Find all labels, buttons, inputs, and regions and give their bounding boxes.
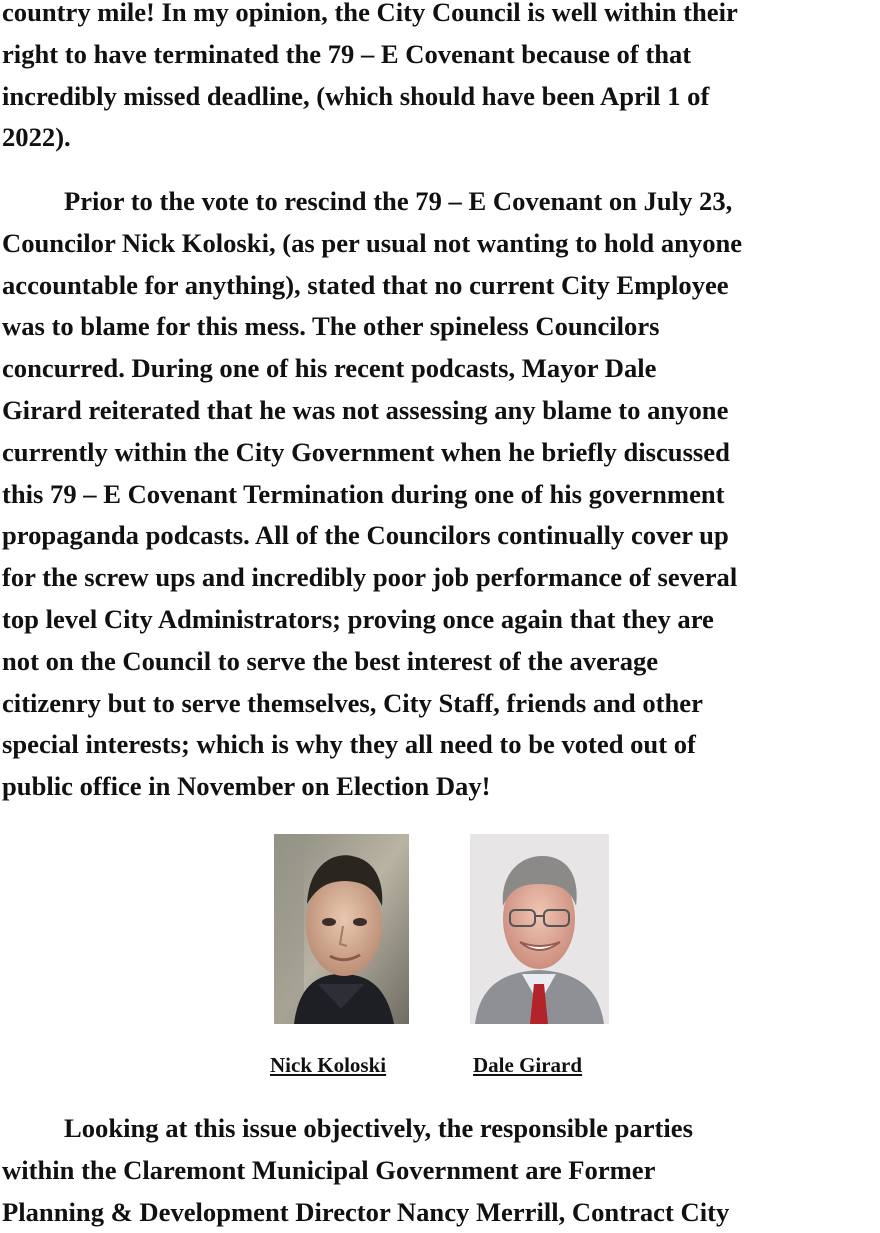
paragraph-1 bbox=[2, 0, 880, 159]
text-line: propaganda podcasts. All of the Councilors continually cover up bbox=[2, 520, 729, 551]
text-line: this 79 – E Covenant Termination during one of his government bbox=[2, 478, 725, 509]
paragraph-3 bbox=[2, 1108, 880, 1233]
photo-caption: Nick Koloski bbox=[270, 1053, 387, 1077]
text-line: was to blame for this mess. The other spineless Councilors bbox=[2, 311, 660, 342]
text-line: within the Claremont Municipal Government are Former bbox=[2, 1154, 656, 1185]
text-line: for the screw ups and incredibly poor job performance of several bbox=[2, 562, 738, 593]
text-line: Councilor Nick Koloski, (as per usual not wanting to hold anyone bbox=[2, 227, 743, 258]
text-line: 2022). bbox=[2, 122, 71, 153]
text-line: accountable for anything), stated that no current City Employee bbox=[2, 269, 729, 300]
text-line: Prior to the vote to rescind the 79 – E Covenant on July 23, bbox=[64, 186, 733, 216]
text-line: special interests; which is why they all need to be voted out of bbox=[2, 729, 696, 760]
text-line: Girard reiterated that he was not assessing any blame to anyone bbox=[2, 394, 729, 425]
text-line: concurred. During one of his recent podcasts, Mayor Dale bbox=[2, 353, 657, 384]
text-line: Planning & Development Director Nancy Merrill, Contract City bbox=[2, 1196, 730, 1227]
text-line: citizenry but to serve themselves, City Staff, friends and other bbox=[2, 687, 703, 718]
text-line: not on the Council to serve the best interest of the average bbox=[2, 645, 659, 676]
portrait-image bbox=[470, 834, 609, 1024]
text-line: top level City Administrators; proving once again that they are bbox=[2, 603, 714, 634]
text-line: public office in November on Election Day! bbox=[2, 771, 491, 802]
photo-caption: Dale Girard bbox=[473, 1053, 583, 1077]
text-line: right to have terminated the 79 – E Covenant because of that bbox=[2, 38, 692, 69]
text-line: country mile! In my opinion, the City Council is well within their bbox=[2, 0, 738, 27]
photo-nick-koloski bbox=[274, 834, 409, 1024]
photo-dale-girard bbox=[470, 834, 609, 1024]
text-line: Looking at this issue objectively, the responsible parties bbox=[64, 1113, 693, 1143]
text-line: currently within the City Government when he briefly discussed bbox=[2, 436, 730, 467]
portrait-image bbox=[274, 834, 409, 1024]
text-line: incredibly missed deadline, (which should have been April 1 of bbox=[2, 80, 710, 111]
paragraph-2 bbox=[2, 181, 880, 808]
